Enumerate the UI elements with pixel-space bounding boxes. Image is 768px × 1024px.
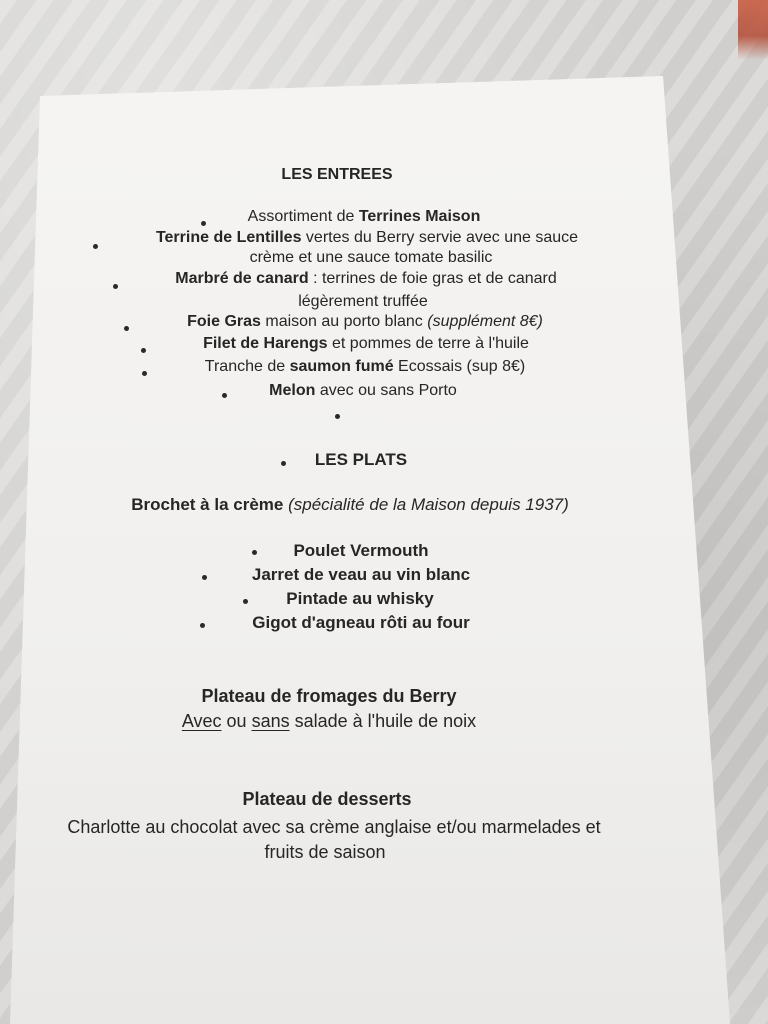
entree-item-saumon: Tranche de saumon fumé Ecossais (sup 8€) — [204, 358, 526, 375]
entree-item-harengs: Filet de Harengs et pommes de terre à l'huile — [203, 335, 529, 352]
fromages-detail: Avec ou sans salade à l'huile de noix — [181, 711, 477, 731]
bullet — [281, 461, 286, 466]
bullet — [200, 623, 205, 628]
entree-item-foie-gras: Foie Gras maison au porto blanc (supplément 8€) — [187, 313, 543, 330]
entree-item-marbre-line2: légèrement truffée — [298, 293, 428, 310]
plat-item: Pintade au whisky — [286, 589, 434, 608]
bullet — [113, 284, 118, 289]
plat-item: Poulet Vermouth — [293, 541, 429, 560]
entree-item-lentilles-line2: crème et une sauce tomate basilic — [249, 249, 493, 266]
entree-item-lentilles: Terrine de Lentilles vertes du Berry servie avec une sauce — [155, 229, 579, 246]
bullet — [93, 244, 98, 249]
corner-object — [738, 0, 768, 60]
section-heading-plats: LES PLATS — [314, 450, 408, 469]
bullet — [252, 550, 257, 555]
desserts-title: Plateau de desserts — [242, 789, 412, 809]
bullet — [202, 575, 207, 580]
entree-item-melon: Melon avec ou sans Porto — [269, 382, 457, 399]
plat-item: Gigot d'agneau rôti au four — [252, 613, 470, 632]
desserts-line2: fruits de saison — [264, 842, 386, 862]
plat-specialty: Brochet à la crème (spécialité de la Maison depuis 1937) — [131, 495, 569, 514]
bullet — [335, 414, 340, 419]
plat-item: Jarret de veau au vin blanc — [251, 565, 471, 584]
bullet — [243, 599, 248, 604]
desserts-line1: Charlotte au chocolat avec sa crème anglaise et/ou marmelades et — [67, 817, 601, 837]
fromages-title: Plateau de fromages du Berry — [201, 686, 457, 706]
bullet — [222, 393, 227, 398]
bullet — [141, 348, 146, 353]
section-heading-entrees: LES ENTREES — [281, 166, 393, 183]
bullet — [142, 371, 147, 376]
bullet — [201, 221, 206, 226]
bullet — [124, 326, 129, 331]
entree-item-terrines: Assortiment de Terrines Maison — [247, 208, 481, 225]
entree-item-marbre: Marbré de canard : terrines de foie gras et de canard — [175, 270, 557, 287]
